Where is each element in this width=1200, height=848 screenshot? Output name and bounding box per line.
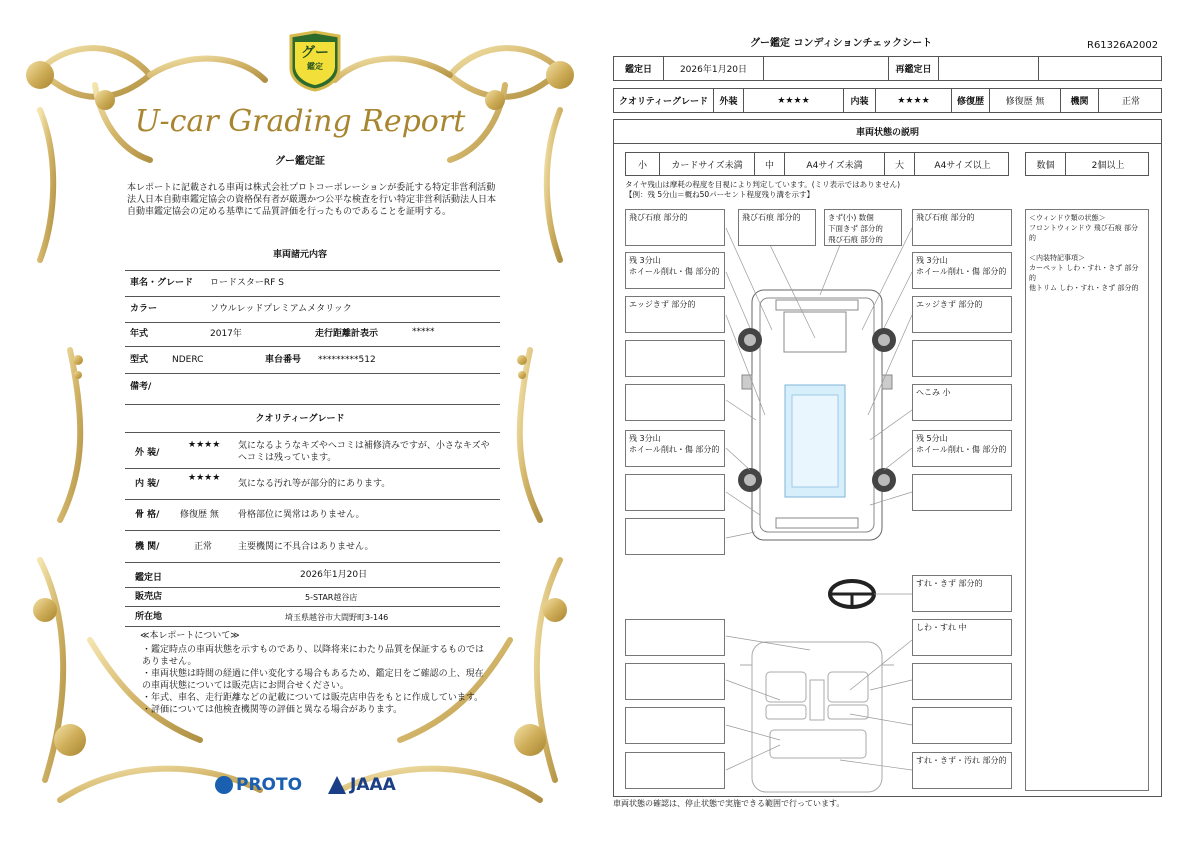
callout-steering: すれ・きず 部分的	[912, 575, 1012, 612]
badge-top-text: グー	[301, 45, 329, 61]
spec-chassis-label: 車台番号	[265, 355, 302, 365]
legend-medium-desc: A4サイズ未満	[785, 153, 885, 175]
quality-engine-grade: 正常	[194, 542, 213, 552]
spec-name-label: 車名・グレード	[130, 278, 194, 288]
goo-appraisal-badge	[287, 30, 343, 92]
callout-left-empty	[625, 340, 725, 377]
quality-exterior-grade: ★★★★	[188, 440, 221, 450]
report-note: ・年式、車名、走行距離などの記載については販売店申告をもとに作成しています。	[142, 693, 484, 703]
tire-note-2: 【例：残 5分山＝概ね50パーセント程度残り溝を示す】	[625, 190, 815, 199]
quality-frame-desc: 骨格部位に異常はありません。	[238, 510, 365, 520]
spec-year-label: 年式	[130, 329, 149, 339]
interior-label: 内装	[844, 89, 876, 112]
badge-bottom-text: 鑑定	[307, 62, 323, 71]
description-title: 車両状態の説明	[613, 119, 1162, 144]
legend-medium: 中	[755, 153, 785, 175]
address-value: 埼玉県越谷市大間野町3-146	[285, 613, 389, 622]
certificate-title: グー鑑定証	[275, 156, 325, 167]
legend-large: 大	[885, 153, 915, 175]
callout-interior-empty	[912, 663, 1012, 700]
script-title: U-car Grading Report	[134, 104, 466, 139]
callout-interior-empty	[912, 707, 1012, 744]
callout-interior-empty	[625, 752, 725, 789]
callout-right-empty	[912, 340, 1012, 377]
jaaa-logo-icon	[328, 776, 346, 794]
callout-front-right-tire: 残 3分山 ホイール削れ・傷 部分的	[912, 252, 1012, 289]
callout-rear-right-tire: 残 5分山 ホイール削れ・傷 部分的	[912, 430, 1012, 467]
report-notes	[142, 644, 492, 716]
quality-interior-label: 内 装/	[135, 479, 160, 489]
quality-frame-grade: 修復歴 無	[180, 510, 219, 520]
appraisal-date-label: 鑑定日	[135, 573, 163, 583]
proto-logo	[215, 772, 302, 798]
report-note: ・鑑定時点の車両状態を示すものであり、以降将来にわたり品質を保証するものではありません。	[142, 645, 485, 667]
proto-logo-icon	[215, 776, 233, 794]
tire-note-1: タイヤ残山は摩耗の程度を目視により判定しています。(ミリ表示ではありません)	[625, 180, 901, 189]
quality-exterior-desc: 気になるようなキズやヘコミは補修済みですが、小さなキズやヘコミは残っています。	[238, 441, 490, 463]
certificate-intro: 本レポートに記載される車両は株式会社プロトコーポレーションが委託する特定非営利活動法人日本自動車鑑定協会の資格保有者が厳選かつ公平な検査を行い特定非営利活動法人日本自動車鑑定協会の定める基準にて品質評価を行ったものであることを証明する。	[127, 183, 497, 217]
proto-logo-text: PROTO	[236, 775, 303, 795]
callout-front-bumper: きず(小) 数個 下面きず 部分的 飛び石痕 部分的	[824, 209, 902, 246]
callout-seat: しわ・すれ 中	[912, 619, 1012, 656]
dealer-value: 5-STAR越谷店	[305, 593, 358, 602]
engine-value: 正常	[1121, 97, 1140, 107]
callout-right-edge: エッジきず 部分的	[912, 296, 1012, 333]
callout-hood: 飛び石痕 部分的	[738, 209, 816, 246]
quality-title: クオリティーグレード	[255, 414, 345, 424]
callout-left-empty	[625, 518, 725, 555]
special-notes-box: ＜ウィンドウ類の状態＞ フロントウィンドウ 飛び石痕 部分的 ＜内装特記事項＞ カーペット しわ・すれ・きず 部分的 他トリム しわ・すれ・きず 部分的	[1025, 209, 1149, 791]
callout-front-right: 飛び石痕 部分的	[912, 209, 1012, 246]
callout-interior-trim: すれ・きず・汚れ 部分的	[912, 752, 1012, 789]
date-value: 2026年1月20日	[664, 57, 764, 80]
spec-color-label: カラー	[130, 304, 158, 314]
spec-year-value: 2017年	[210, 329, 242, 339]
repair-history-label: 修復歴	[952, 89, 990, 112]
sheet-footer: 車両状態の確認は、停止状態で実施できる範囲で行っています。	[613, 799, 845, 808]
report-note: ・評価については他検査機関等の評価と異なる場合があります。	[142, 705, 403, 715]
sheet-title: グー鑑定 コンディションチェックシート	[750, 38, 933, 49]
jaaa-logo-text: JAAA	[350, 775, 396, 795]
callout-interior-empty	[625, 663, 725, 700]
quality-engine-label: 機 関/	[135, 542, 160, 552]
condition-check-sheet	[600, 0, 1200, 848]
callout-rear-left-tire: 残 3分山 ホイール削れ・傷 部分的	[625, 430, 725, 467]
repair-history-value: 修復歴 無	[990, 89, 1061, 112]
exterior-label: 外装	[714, 89, 744, 112]
legend-small-desc: カードサイズ未満	[660, 153, 755, 175]
spec-model-label: 型式	[130, 355, 149, 365]
spec-name-value: ロードスターRF S	[210, 278, 284, 288]
callout-right-empty	[912, 474, 1012, 511]
callout-left-empty	[625, 384, 725, 421]
specs-title: 車両諸元内容	[272, 250, 327, 260]
spec-color-value: ソウルレッドプレミアムメタリック	[210, 304, 352, 314]
callout-front-left: 飛び石痕 部分的	[625, 209, 725, 246]
quality-interior-grade: ★★★★	[188, 473, 221, 483]
spec-model-value: NDERC	[172, 355, 204, 365]
spec-chassis-value: *********512	[318, 355, 376, 365]
interior-grade: ★★★★	[876, 89, 952, 112]
quality-frame-label: 骨 格/	[135, 510, 160, 520]
quality-exterior-label: 外 装/	[135, 448, 160, 458]
callout-interior-empty	[625, 619, 725, 656]
callout-interior-empty	[625, 707, 725, 744]
spec-mileage-value: *****	[412, 327, 435, 337]
quality-engine-desc: 主要機関に不具合はありません。	[238, 542, 374, 552]
sheet-code: R61326A2002	[1087, 40, 1159, 51]
exterior-grade: ★★★★	[744, 89, 844, 112]
report-note: ・車両状態は時間の経過に伴い変化する場合もあるため、鑑定日をご確認の上、現在の車両状態については販売店にお問合せください。	[142, 669, 484, 691]
engine-label: 機関	[1061, 89, 1099, 112]
callout-front-left-tire: 残 3分山 ホイール削れ・傷 部分的	[625, 252, 725, 289]
reappraisal-label: 再鑑定日	[889, 57, 939, 80]
quality-interior-desc: 気になる汚れ等が部分的にあります。	[238, 479, 391, 489]
spec-mileage-label: 走行距離計表示	[315, 329, 379, 339]
legend-small: 小	[626, 153, 660, 175]
quality-grade-label: クオリティーグレード	[614, 89, 714, 112]
address-label: 所在地	[135, 612, 163, 622]
callout-left-empty	[625, 474, 725, 511]
spec-notes-label: 備考/	[130, 382, 152, 392]
legend-large-desc: A4サイズ以上	[934, 160, 991, 171]
report-notes-title: ≪本レポートについて≫	[140, 631, 240, 641]
callout-left-edge: エッジきず 部分的	[625, 296, 725, 333]
jaaa-logo	[328, 772, 396, 798]
count-value: 2個以上	[1091, 160, 1125, 171]
date-label: 鑑定日	[614, 57, 664, 80]
appraisal-date-value: 2026年1月20日	[300, 570, 368, 580]
callout-right-dent: へこみ 小	[912, 384, 1012, 421]
count-label: 数個	[1026, 153, 1066, 175]
dealer-label: 販売店	[135, 592, 163, 602]
